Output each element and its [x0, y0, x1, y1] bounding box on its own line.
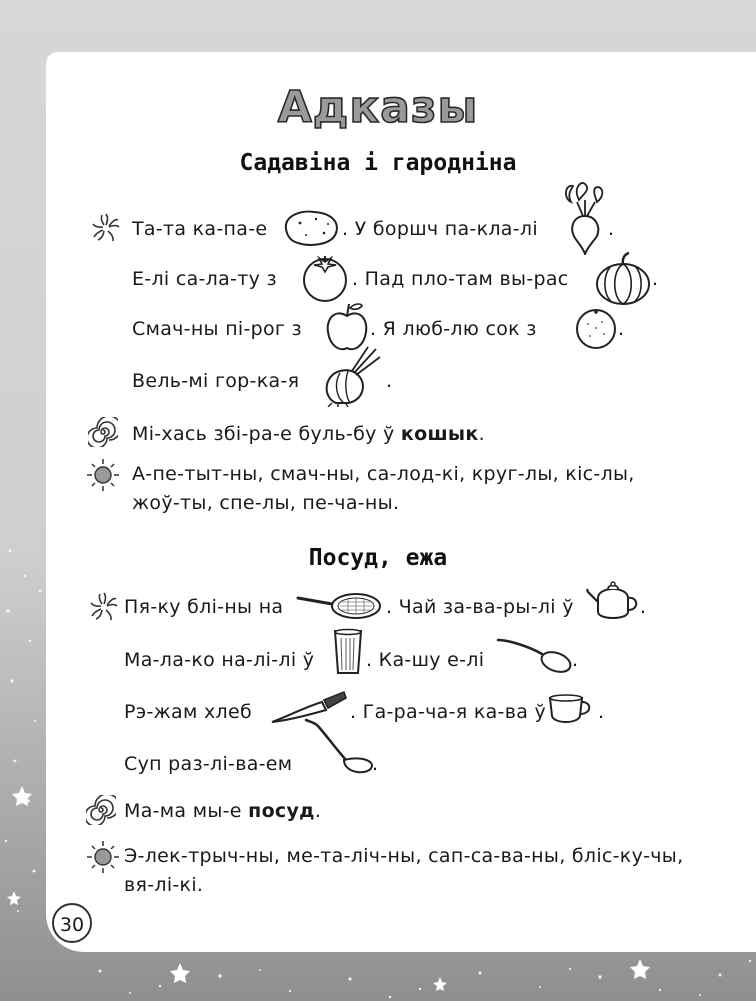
spoon-icon: [494, 634, 574, 674]
ex3b-line-1: Э-лек-трыч-ны, ме-та-ліч-ны, сап-са-ва-ны, бліс-ку-чы,: [124, 845, 684, 867]
ex1b-line-4-text-a: Суп раз-лі-ва-ем: [124, 753, 293, 775]
ex1b-line-2-text-a: Ма-ла-ко на-лі-лі ў: [124, 649, 315, 671]
ex1-line-3-text-c: .: [618, 318, 625, 340]
ex1b-line-3-text-c: .: [598, 701, 605, 723]
cup-icon: [546, 690, 594, 728]
ex1b-line-1-text-a: Пя-ку блі-ны на: [124, 596, 284, 618]
ex1b-line-4-text-b: .: [372, 753, 379, 775]
ex2b-sentence: [124, 799, 321, 823]
ex1-line-2-text-a: Е-лі са-ла-ту з: [132, 268, 277, 290]
sun-marker-icon: [86, 840, 120, 874]
ex1b-line-3-text-a: Рэ-жам хлеб: [124, 701, 252, 723]
ex3-line-1: А-пе-тыт-ны, смач-ны, са-лод-кі, круг-лы, кіс-лы,: [132, 463, 635, 485]
glass-icon: [332, 628, 364, 676]
spiral-marker-icon: [86, 795, 116, 825]
page-title: Адказы: [277, 82, 479, 133]
page-number: 30: [52, 903, 92, 943]
orange-icon: [574, 306, 618, 350]
ex1b-line-3-text-b: . Га-ра-ча-я ка-ва ў: [350, 701, 547, 723]
ex1b-line-2-text-b: . Ка-шу е-лі: [366, 649, 485, 671]
ex2-answer: кошык: [400, 423, 479, 445]
pumpkin-icon: [594, 250, 652, 308]
ex1-line-4-text-b: .: [386, 370, 393, 392]
section-heading-dishes-food: Посуд, ежа: [308, 545, 448, 571]
ex2-text: Мі-хась збі-ра-е буль-бу ў: [132, 423, 395, 445]
ex2b-text: Ма-ма мы-е: [124, 800, 242, 822]
ex1b-line-1-text-c: .: [640, 596, 647, 618]
sun-marker-icon: [86, 458, 120, 492]
ex1-line-3-text-a: Смач-ны пі-рог з: [132, 318, 302, 340]
onion-icon: [318, 345, 382, 407]
frying-pan-icon: [296, 588, 384, 622]
ex1-line-1-text-a: Та-та ка-па-е: [132, 218, 268, 240]
ex2-sentence: [132, 422, 485, 446]
ex1-line-2-text-b: . Пад пло-там вы-рас: [352, 268, 569, 290]
ex2b-end: .: [314, 800, 322, 822]
teapot-icon: [584, 580, 642, 624]
spiral-marker-icon: [88, 417, 118, 447]
section-heading-fruits-vegetables: Садавіна і гародніна: [239, 150, 517, 176]
ex1-line-1-text-b: . У боршч па-кла-лі: [342, 218, 538, 240]
ladle-icon: [300, 716, 374, 782]
ex1-line-1-text-c: .: [608, 218, 615, 240]
swirl-marker-icon: [88, 591, 120, 623]
ex2-end: .: [478, 423, 485, 445]
ex1b-line-1-text-b: . Чай за-ва-ры-лі ў: [386, 596, 574, 618]
ex1-line-3-text-b: . Я люб-лю сок з: [370, 318, 537, 340]
ex3b-line-2: вя-лі-кі.: [124, 874, 204, 896]
beet-icon: [555, 180, 611, 255]
swirl-marker-icon: [90, 212, 122, 244]
ex2b-answer: посуд: [248, 800, 315, 822]
ex3-line-2: жоў-ты, спе-лы, пе-ча-ны.: [132, 492, 400, 514]
potato-icon: [280, 205, 342, 249]
ex1b-line-2-text-c: .: [572, 649, 579, 671]
ex1-line-4-text-a: Вель-мі гор-ка-я: [132, 370, 300, 392]
ex1-line-2-text-c: .: [652, 268, 659, 290]
tomato-icon: [298, 252, 352, 302]
